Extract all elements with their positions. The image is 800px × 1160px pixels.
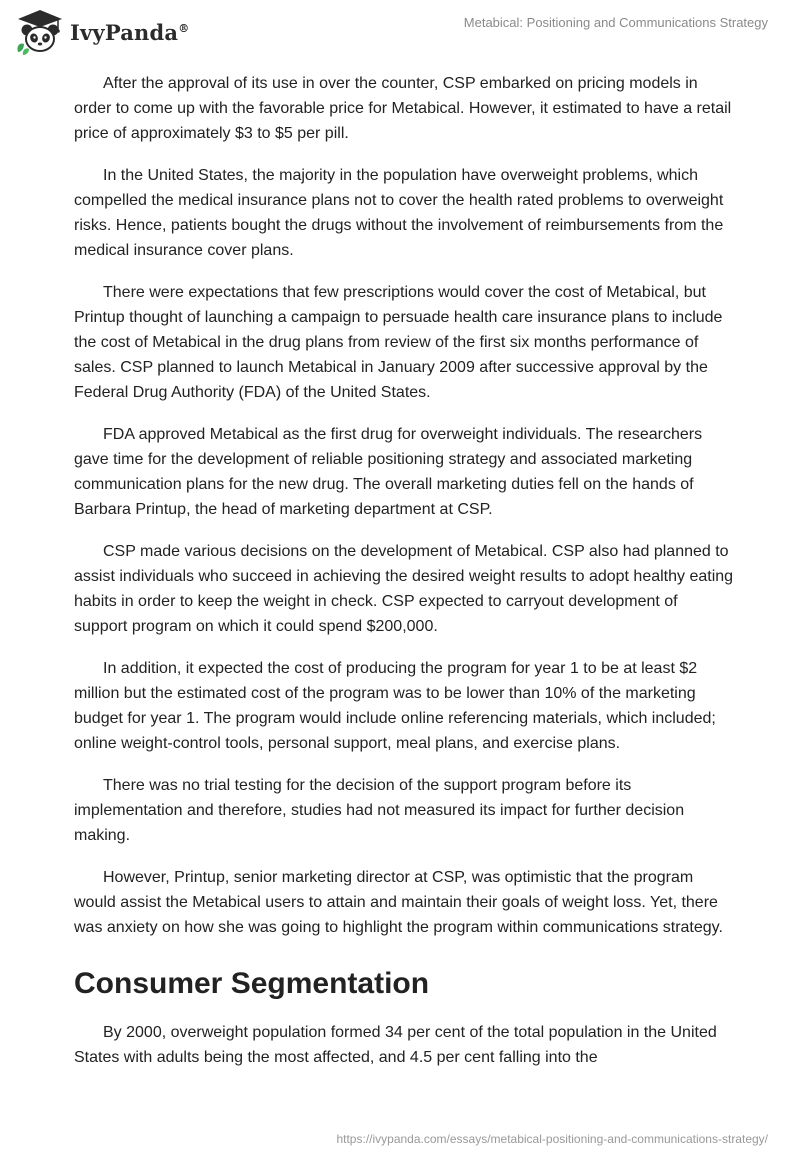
document-title: Metabical: Positioning and Communications Strategy: [463, 15, 768, 30]
paragraph: There were expectations that few prescriptions would cover the cost of Metabical, but Printup thought of launching a campaign to persuade health care insurance plans to include the cost of Metabical in the drug plans from review of the first six months performance of sales. CSP planned to launch Metabical in January 2009 after successive approval by the Federal Drug Authority (FDA) of the United States.: [74, 284, 723, 401]
paragraph: There was no trial testing for the decision of the support program before its implementation and therefore, studies had not measured its impact for further decision making.: [74, 777, 685, 844]
paragraph: CSP made various decisions on the development of Metabical. CSP also had planned to assist individuals who succeed in achieving the desired weight results to adopt healthy eating habits in order to keep the weight in check. CSP expected to carryout development of support program on which it could spend $200,000.: [74, 543, 734, 635]
ivypanda-logo[interactable]: [14, 8, 189, 56]
brand-text: IvyPanda: [70, 19, 179, 45]
registered-mark: ®: [178, 21, 190, 35]
paragraph: By 2000, overweight population formed 34 per cent of the total population in the United States with adults being the most affected, and 4.5 per cent falling into the: [74, 1024, 717, 1066]
panda-graduate-icon: [14, 8, 66, 56]
paragraph: FDA approved Metabical as the first drug for overweight individuals. The researchers gave time for the development of reliable positioning strategy and associated marketing communication plans for the new drug. The overall marketing duties fell on the hands of Barbara Printup, the head of marketing department at CSP.: [74, 426, 703, 518]
paragraph: However, Printup, senior marketing director at CSP, was optimistic that the program would assist the Metabical users to attain and maintain their goals of weight loss. Yet, there was anxiety on how she was going to highlight the program within communications strategy.: [74, 869, 723, 936]
section-heading: Consumer Segmentation: [74, 967, 430, 1000]
paragraph: In the United States, the majority in the population have overweight problems, which compelled the medical insurance plans not to cover the health rated problems to overweight risks. Hence, patients bought the drugs without the involvement of reimbursements from the medical insurance cover plans.: [74, 167, 724, 259]
essay-body: [74, 71, 734, 1087]
page-header: [0, 0, 800, 70]
source-url[interactable]: https://ivypanda.com/essays/metabical-positioning-and-communications-strategy/: [336, 1132, 768, 1146]
paragraph: In addition, it expected the cost of producing the program for year 1 to be at least $2 million but the estimated cost of the program was to be lower than 10% of the marketing budget for year 1. The program would include online referencing materials, which included; online weight-control tools, personal support, meal plans, and exercise plans.: [74, 660, 716, 752]
paragraph: After the approval of its use in over the counter, CSP embarked on pricing models in order to come up with the favorable price for Metabical. However, it estimated to have a retail price of approximately $3 to $5 per pill.: [74, 75, 732, 142]
brand-name: [70, 20, 189, 45]
